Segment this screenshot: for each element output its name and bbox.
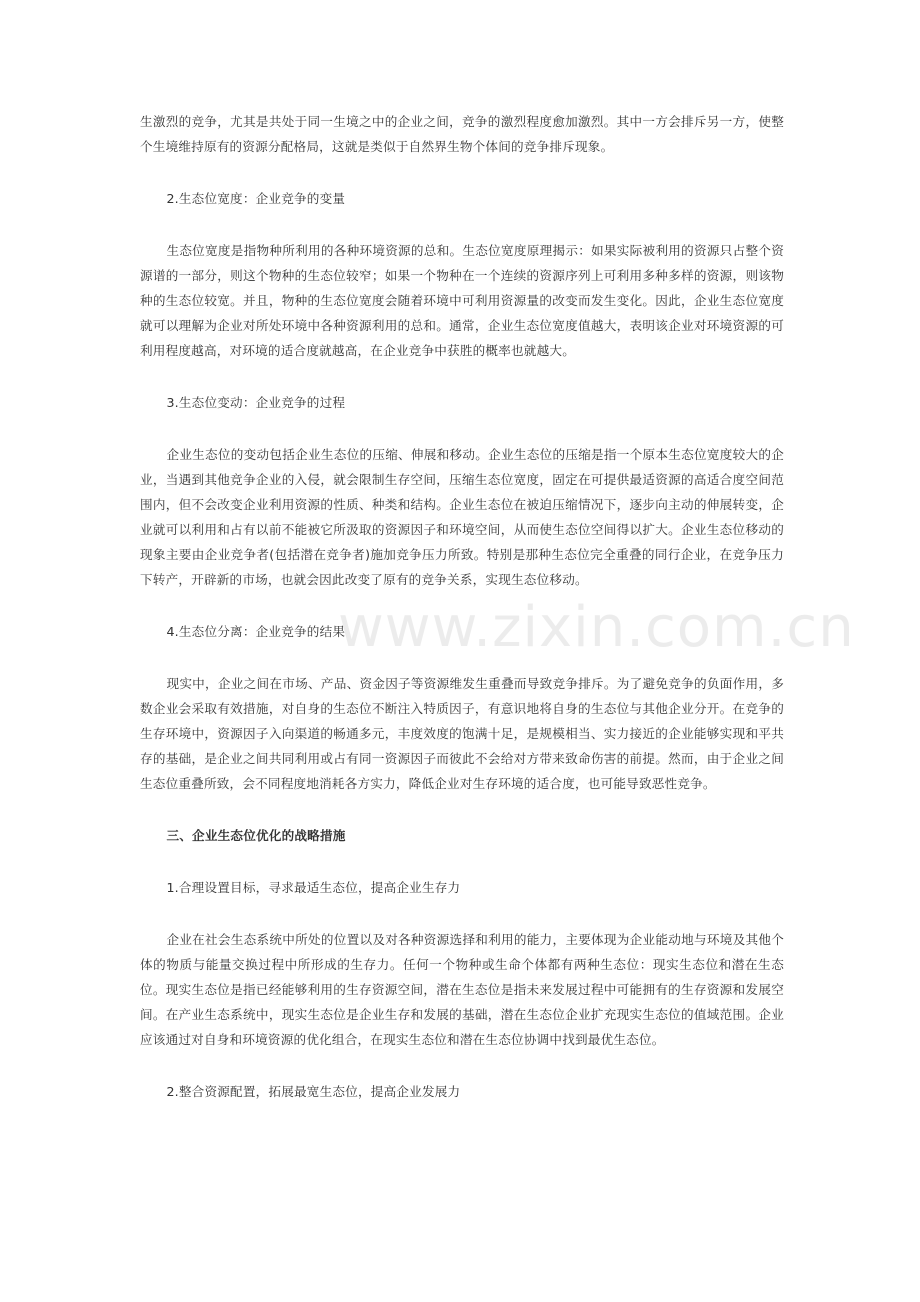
subheading-widest-niche: 2.整合资源配置，拓展最宽生态位，提高企业发展力 xyxy=(166,1084,461,1099)
section-heading-strategy: 三、企业生态位优化的战略措施 xyxy=(166,828,346,843)
subheading-niche-width: 2.生态位宽度：企业竞争的变量 xyxy=(166,191,346,206)
subheading-niche-change: 3.生态位变动：企业竞争的过程 xyxy=(166,395,346,410)
watermark-text: www.zixin.com.cn xyxy=(338,595,855,660)
paragraph-continued: 生激烈的竞争，尤其是共处于同一生境之中的企业之间，竞争的激烈程度愈加激烈。其中一方会排斥另一方，使整个生境维持原有的资源分配格局，这就是类似于自然界生物个体间的竞争排斥现象。 xyxy=(140,114,784,154)
document-page xyxy=(140,109,784,1104)
subheading-niche-separation: 4.生态位分离：企业竞争的结果 xyxy=(166,624,346,639)
paragraph-niche-change: 企业生态位的变动包括企业生态位的压缩、伸展和移动。企业生态位的压缩是指一个原本生态位宽度较大的企业，当遇到其他竞争企业的入侵，就会限制生存空间，压缩生态位宽度，固定在可提供最适资源的高适合度空间范围内，但不会改变企业利用资源的性质、种类和结构。企业生态位在被迫压缩情况下，逐步向主动的伸展转变，企业就可以利用和占有以前不能被它所汲取的资源因子和环境空间，从而使生态位空间得以扩大。企业生态位移动的现象主要由企业竞争者(包括潜在竞争者)施加竞争压力所致。特别是那种生态位完全重叠的同行企业，在竞争压力下转产，开辟新的市场，也就会因此改变了原有的竞争关系，实现生态位移动。 xyxy=(140,447,784,587)
paragraph-niche-separation: 现实中，企业之间在市场、产品、资金因子等资源维发生重叠而导致竞争排斥。为了避免竞争的负面作用，多数企业会采取有效措施，对自身的生态位不断注入特质因子，有意识地将自身的生态位与其他企业分开。在竞争的生存环境中，资源因子入向渠道的畅通多元，丰度效度的饱满十足，是规模相当、实力接近的企业能够实现和平共存的基础，是企业之间共同利用或占有同一资源因子而彼此不会给对方带来致命伤害的前提。然而，由于企业之间生态位重叠所致，会不同程度地消耗各方实力，降低企业对生存环境的适合度，也可能导致恶性竞争。 xyxy=(140,676,784,791)
paragraph-niche-width: 生态位宽度是指物种所利用的各种环境资源的总和。生态位宽度原理揭示：如果实际被利用的资源只占整个资源谱的一部分，则这个物种的生态位较窄；如果一个物种在一个连续的资源序列上可利用多种多样的资源，则该物种的生态位较宽。并且，物种的生态位宽度会随着环境中可利用资源量的改变而发生变化。因此，企业生态位宽度就可以理解为企业对所处环境中各种资源利用的总和。通常，企业生态位宽度值越大，表明该企业对环境资源的可利用程度越高，对环境的适合度就越高，在企业竞争中获胜的概率也就越大。 xyxy=(140,243,784,358)
subheading-optimal-niche: 1.合理设置目标，寻求最适生态位，提高企业生存力 xyxy=(166,880,461,895)
paragraph-optimal-niche: 企业在社会生态系统中所处的位置以及对各种资源选择和利用的能力，主要体现为企业能动地与环境及其他个体的物质与能量交换过程中所形成的生存力。任何一个物种或生命个体都有两种生态位：现实生态位和潜在生态位。现实生态位是指已经能够利用的生存资源空间，潜在生态位是指未来发展过程中可能拥有的生存资源和发展空间。在产业生态系统中，现实生态位是企业生存和发展的基础，潜在生态位企业扩充现实生态位的值域范围。企业应该通过对自身和环境资源的优化组合，在现实生态位和潜在生态位协调中找到最优生态位。 xyxy=(140,932,784,1047)
